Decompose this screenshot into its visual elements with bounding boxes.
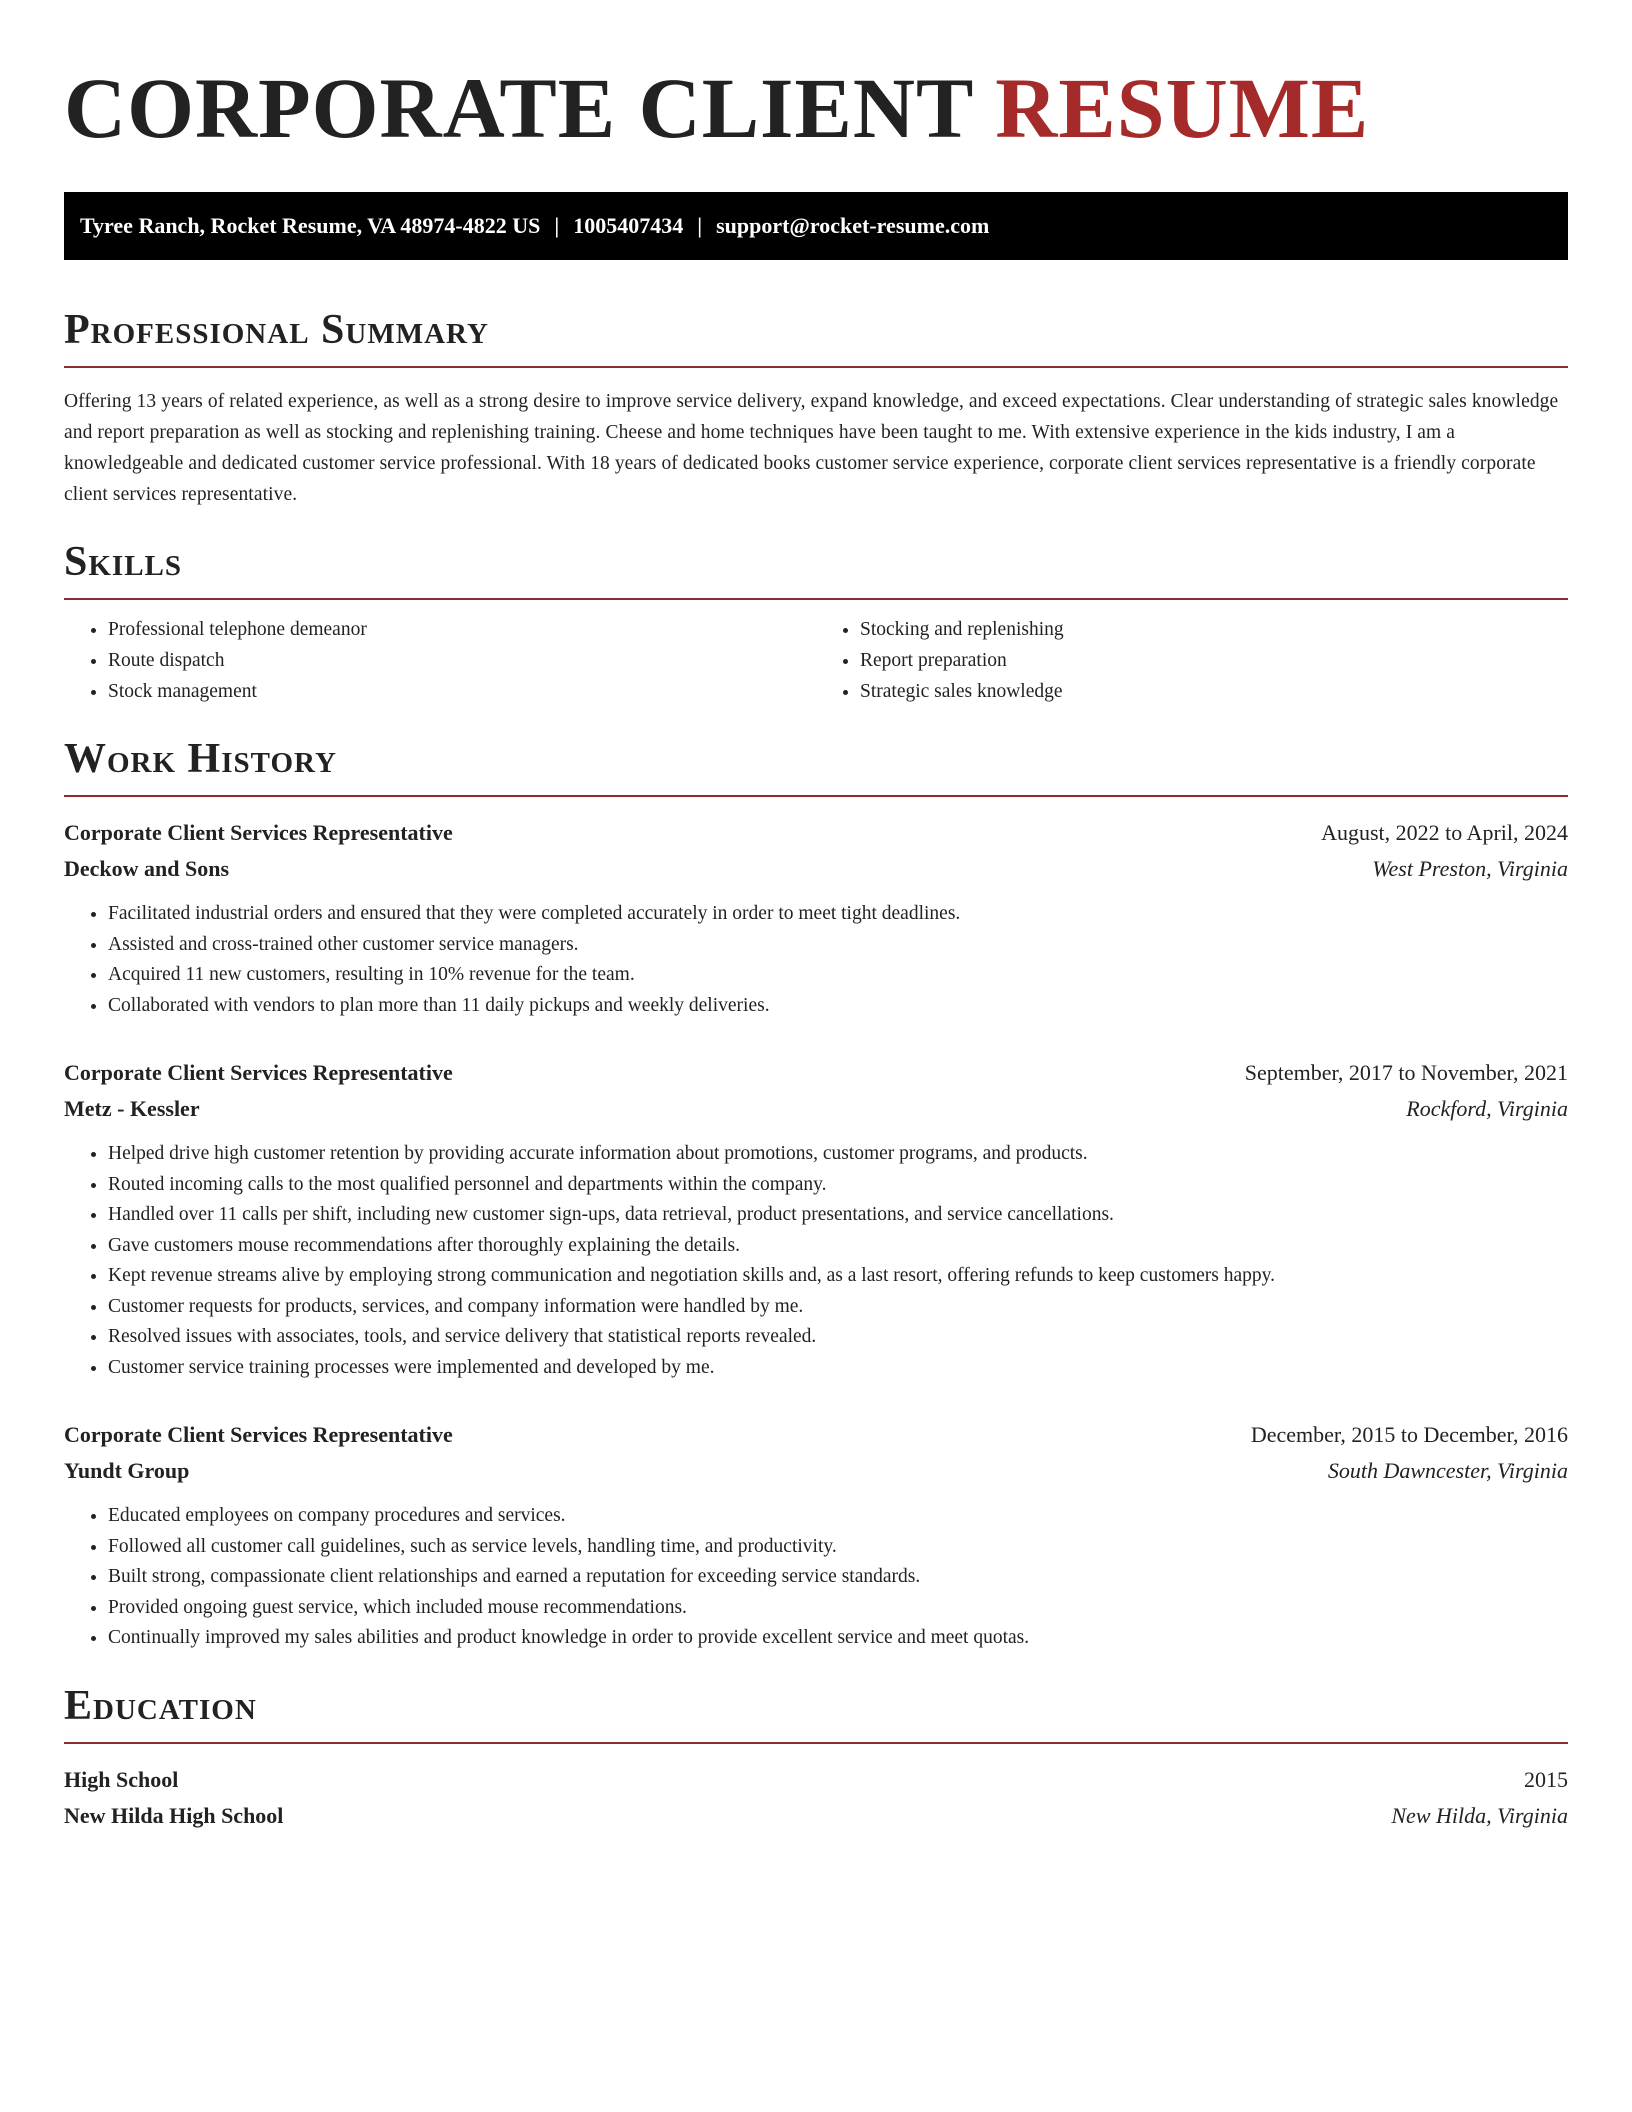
education-heading: Education [64,1682,257,1729]
job-bullets [64,899,1568,1021]
job-dates: December, 2015 to December, 2016 [1250,1422,1568,1447]
contact-phone[interactable]: 1005407434 [573,213,684,238]
job-bullet: • Handled over 11 calls per shift, including new customer sign-ups, data retrieval, product presentations, and service cancellations. [108,1200,1568,1231]
skill-item: • Strategic sales knowledge [860,676,1568,707]
skills-column-left [64,614,816,707]
job-bullet: • Built strong, compassionate client relationships and earned a reputation for exceeding service standards. [108,1562,1568,1593]
job-bullet: • Continually improved my sales abilities and product knowledge in order to provide excellent service and meet quotas. [108,1623,1568,1654]
job-title: Corporate Client Services Representative [64,1422,453,1447]
skills-column-right [816,614,1568,707]
job-entry [64,1417,1568,1654]
contact-email[interactable]: support@rocket-resume.com [716,213,990,238]
job-bullet: • Routed incoming calls to the most qualified personnel and departments within the company. [108,1170,1568,1201]
job-location: West Preston, Virginia [1372,856,1568,881]
work-heading: Work History [64,736,337,782]
section-divider [64,795,1568,797]
education-location: New Hilda, Virginia [1391,1802,1568,1828]
skill-item: • Stock management [108,676,816,707]
contact-address: Tyree Ranch, Rocket Resume, VA 48974-4822 US [80,213,541,238]
job-bullet: • Resolved issues with associates, tools, and service delivery that statistical reports revealed. [108,1322,1568,1353]
resume-title [64,56,1568,156]
job-bullet: • Provided ongoing guest service, which included mouse recommendations. [108,1593,1568,1624]
job-bullet: • Gave customers mouse recommendations after thoroughly explaining the details. [108,1231,1568,1262]
skills-heading: Skills [64,539,183,585]
contact-bar [64,192,1568,260]
education-entry [64,1762,1568,1834]
job-bullet: • Helped drive high customer retention by providing accurate information about promotions, customer programs, and products. [108,1139,1568,1170]
job-bullet: • Customer requests for products, services, and company information were handled by me. [108,1292,1568,1323]
job-bullet: • Customer service training processes were implemented and developed by me. [108,1353,1568,1384]
job-bullet: • Kept revenue streams alive by employing strong communication and negotiation skills and, as a last resort, offering refunds to keep customers happy. [108,1261,1568,1292]
skills-list [64,614,1568,707]
education-year: 2015 [1524,1766,1568,1792]
job-bullets [64,1501,1568,1654]
job-dates: August, 2022 to April, 2024 [1321,820,1568,845]
section-divider [64,598,1568,600]
contact-separator: | [697,213,703,238]
section-divider [64,1742,1568,1744]
job-title: Corporate Client Services Representative [64,820,453,845]
education-degree: High School [64,1766,179,1792]
job-entry [64,815,1568,1021]
education-school: New Hilda High School [64,1802,284,1828]
skill-item: • Report preparation [860,645,1568,676]
job-bullet: • Collaborated with vendors to plan more than 11 daily pickups and weekly deliveries. [108,991,1568,1022]
job-dates: September, 2017 to November, 2021 [1244,1060,1568,1085]
title-accent: RESUME [995,60,1370,156]
job-company: Deckow and Sons [64,856,230,881]
job-bullet: • Assisted and cross-trained other customer service managers. [108,930,1568,961]
summary-text: Offering 13 years of related experience, as well as a strong desire to improve service delivery, expand knowledge, and exceed expectations. Clear understanding of strategic sales knowledge and report preparation as well as stocking and replenishing training. Cheese and home techniques have been taught to me. With extensive experience in the kids industry, I am a knowledgeable and dedicated customer service professional. With 18 years of dedicated books customer service experience, corporate client services representative is a friendly corporate client services representative. [64,391,1559,505]
job-entry [64,1055,1568,1383]
summary-heading: Professional Summary [64,307,489,353]
skill-item: • Professional telephone demeanor [108,614,816,645]
job-bullet: • Followed all customer call guidelines, such as service levels, handling time, and productivity. [108,1532,1568,1563]
job-location: South Dawncester, Virginia [1327,1458,1568,1483]
job-bullet: • Acquired 11 new customers, resulting in 10% revenue for the team. [108,960,1568,991]
job-bullet: • Educated employees on company procedures and services. [108,1501,1568,1532]
contact-separator: | [554,213,560,238]
job-bullets [64,1139,1568,1383]
section-divider [64,366,1568,368]
job-bullet: • Facilitated industrial orders and ensured that they were completed accurately in order to meet tight deadlines. [108,899,1568,930]
job-title: Corporate Client Services Representative [64,1060,453,1085]
job-company: Metz - Kessler [64,1096,200,1121]
title-main: CORPORATE CLIENT [64,60,973,156]
skill-item: • Stocking and replenishing [860,614,1568,645]
job-company: Yundt Group [64,1458,190,1483]
skill-item: • Route dispatch [108,645,816,676]
job-location: Rockford, Virginia [1406,1096,1568,1121]
